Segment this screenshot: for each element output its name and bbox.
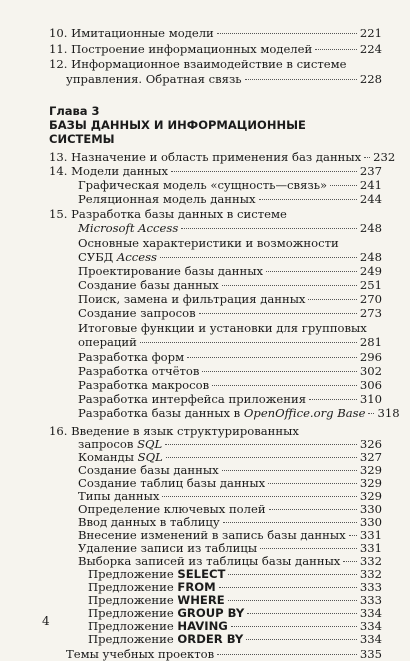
leader-dots — [171, 171, 357, 172]
text-part: Предложение — [88, 593, 178, 607]
leader-dots — [217, 33, 357, 34]
toc-entry-text: Microsoft Access — [78, 221, 179, 235]
leader-dots — [223, 522, 357, 523]
toc-entry-text: Внесение изменений в запись базы данных — [78, 528, 346, 542]
toc-page-number: 333 — [359, 593, 382, 607]
toc-entry-text — [78, 437, 162, 451]
toc-page-number: 306 — [359, 378, 382, 392]
leader-dots — [166, 457, 357, 458]
toc-entry-text — [78, 250, 157, 264]
toc-page-number: 329 — [359, 463, 382, 477]
toc-entry-create-db — [78, 278, 382, 292]
text-part: Команды — [78, 450, 138, 464]
toc-page-number: 326 — [359, 437, 382, 451]
toc-entry-text — [88, 593, 225, 607]
leader-dots — [330, 185, 357, 186]
toc-entry-15 — [78, 221, 382, 235]
leader-dots — [231, 626, 357, 627]
leader-dots — [269, 509, 357, 510]
toc-entry-text: Создание базы данных — [78, 278, 219, 292]
toc-entry-openoffice — [78, 406, 400, 420]
toc-entry-graph-model — [78, 178, 382, 192]
toc-page-number: 310 — [359, 392, 382, 406]
toc-page-number: 248 — [359, 221, 382, 235]
leader-dots — [308, 299, 356, 300]
sql-keyword: HAVING — [177, 619, 228, 633]
toc-entry-text: операций — [78, 335, 137, 349]
toc-entry-10 — [49, 26, 382, 40]
toc-entry-reports — [78, 364, 382, 378]
leader-dots — [202, 371, 356, 372]
leader-dots — [268, 483, 357, 484]
leader-dots — [160, 257, 357, 258]
page-number: 4 — [42, 614, 50, 628]
toc-entry-features — [78, 250, 382, 264]
toc-entry-select-records — [78, 554, 382, 568]
toc-entry-text: Разработка макросов — [78, 378, 210, 392]
toc-page-number: 329 — [359, 489, 382, 503]
toc-entry-text: 14. Модели данных — [49, 164, 169, 178]
toc-entry-15-line1: 15. Разработка базы данных в системе — [49, 207, 287, 221]
leader-dots — [222, 285, 357, 286]
toc-entry-text: Создание таблиц базы данных — [78, 476, 266, 490]
leader-dots — [309, 399, 357, 400]
text-part: СУБД — [78, 250, 117, 264]
toc-page-number: 273 — [359, 306, 382, 320]
leader-dots — [343, 561, 357, 562]
leader-dots — [217, 654, 357, 655]
toc-page-number: 330 — [359, 515, 382, 529]
text-part: Темы учебных проектов — [66, 647, 215, 661]
text-part-italic: Access — [116, 250, 158, 264]
toc-clause-from — [88, 580, 382, 594]
text-part-italic: SQL — [137, 450, 163, 464]
toc-page-number: 249 — [359, 264, 382, 278]
toc-page-number: 270 — [359, 292, 382, 306]
toc-clause-groupby — [88, 606, 382, 620]
toc-page-number: 334 — [359, 606, 382, 620]
toc-entry-text: Разработка отчётов — [78, 364, 200, 378]
toc-entry-text — [78, 450, 163, 464]
toc-entry-11 — [49, 42, 382, 56]
toc-page-number: 335 — [359, 647, 382, 661]
leader-dots — [187, 357, 357, 358]
sql-keyword: SELECT — [177, 567, 226, 581]
toc-entry-forms — [78, 350, 382, 364]
leader-dots — [181, 228, 357, 229]
toc-entry-keys — [78, 502, 382, 516]
toc-entry-13 — [49, 150, 396, 164]
toc-entry-text: Удаление записи из таблицы — [78, 541, 258, 555]
toc-entry-relational — [78, 192, 382, 206]
sql-keyword: WHERE — [177, 593, 225, 607]
text-part-italic: OpenOffice.org Base — [243, 406, 366, 420]
toc-entry-interface — [78, 392, 382, 406]
toc-entry-macros — [78, 378, 382, 392]
chapter-label: Глава 3 — [49, 104, 100, 118]
toc-page-number: 228 — [359, 72, 382, 86]
toc-entry-text: Проектирование базы данных — [78, 264, 264, 278]
toc-entry-14 — [49, 164, 382, 178]
toc-entry-data-types — [78, 489, 382, 503]
leader-dots — [259, 199, 357, 200]
toc-entry-features-line1: Основные характеристики и возможности — [78, 236, 339, 250]
leader-dots — [162, 496, 356, 497]
toc-page-number: 327 — [359, 450, 382, 464]
toc-entry-text: Графическая модель «сущность—связь» — [78, 178, 328, 192]
toc-page-number: 251 — [359, 278, 382, 292]
toc-entry-text: 13. Назначение и область применения баз данных — [49, 150, 362, 164]
toc-page-number: 248 — [359, 250, 382, 264]
toc-page-number: 334 — [359, 632, 382, 646]
chapter-title-line2: СИСТЕМЫ — [49, 132, 115, 146]
toc-page-number: 332 — [359, 554, 382, 568]
leader-dots — [199, 313, 357, 314]
leader-dots — [349, 535, 357, 536]
toc-page-number: 221 — [359, 26, 382, 40]
toc-entry-text: Типы данных — [78, 489, 160, 503]
toc-entry-text: Создание базы данных — [78, 463, 219, 477]
toc-page-number: 334 — [359, 619, 382, 633]
text-part: Предложение — [88, 567, 178, 581]
leader-dots — [260, 548, 357, 549]
toc-entry-text — [88, 632, 243, 646]
toc-entry-input — [78, 515, 382, 529]
toc-entry-sql-create-db — [78, 463, 382, 477]
toc-entry-text: Разработка форм — [78, 350, 185, 364]
sql-keyword: FROM — [177, 580, 216, 594]
toc-clause-select — [88, 567, 382, 581]
leader-dots — [247, 613, 357, 614]
toc-entry-totals-line1: Итоговые функции и установки для групповых — [78, 321, 367, 335]
toc-entry-text: Разработка интерфейса приложения — [78, 392, 307, 406]
text-part-italic: SQL — [137, 437, 163, 451]
toc-entry-text: 11. Построение информационных моделей — [49, 42, 313, 56]
toc-entry-delete — [78, 541, 382, 555]
leader-dots — [266, 271, 357, 272]
toc-entry-text — [88, 619, 228, 633]
toc-page-number: 241 — [359, 178, 382, 192]
toc-entry-text: Определение ключевых полей — [78, 502, 266, 516]
toc-entry-16 — [78, 437, 382, 451]
toc-page-number: 281 — [359, 335, 382, 349]
toc-entry-text: Реляционная модель данных — [78, 192, 256, 206]
leader-dots — [246, 639, 357, 640]
toc-page-number: 244 — [359, 192, 382, 206]
toc-entry-text: управления. Обратная связь — [66, 72, 242, 86]
toc-clause-where — [88, 593, 382, 607]
text-part: Предложение — [88, 632, 178, 646]
toc-entry-text: 10. Имитационные модели — [49, 26, 214, 40]
toc-entry-text — [66, 647, 214, 661]
leader-dots — [219, 587, 357, 588]
toc-entry-sql-commands — [78, 450, 382, 464]
leader-dots — [212, 385, 357, 386]
toc-page-number: 333 — [359, 580, 382, 594]
toc-page-number: 224 — [359, 42, 382, 56]
leader-dots — [364, 157, 370, 158]
leader-dots — [222, 470, 357, 471]
leader-dots — [165, 444, 357, 445]
sql-keyword: GROUP BY — [177, 606, 245, 620]
toc-clause-orderby — [88, 632, 382, 646]
toc-page-number: 329 — [359, 476, 382, 490]
toc-entry-12 — [66, 72, 382, 86]
toc-entry-sql-create-tables — [78, 476, 382, 490]
toc-page-number: 302 — [359, 364, 382, 378]
chapter-title-line1: БАЗЫ ДАННЫХ И ИНФОРМАЦИОННЫЕ — [49, 118, 306, 132]
toc-page-number: 332 — [359, 567, 382, 581]
toc-entry-update — [78, 528, 382, 542]
leader-dots — [245, 79, 357, 80]
toc-entry-text — [88, 580, 216, 594]
text-part: Предложение — [88, 606, 178, 620]
toc-entry-text: Создание запросов — [78, 306, 196, 320]
text-part: Разработка базы данных в — [78, 406, 244, 420]
toc-entry-text: Ввод данных в таблицу — [78, 515, 220, 529]
leader-dots — [228, 600, 357, 601]
toc-page-number: 331 — [359, 541, 382, 555]
toc-entry-projects — [66, 647, 382, 661]
toc-entry-search — [78, 292, 382, 306]
toc-entry-text — [88, 567, 225, 581]
toc-clause-having — [88, 619, 382, 633]
toc-entry-text: Выборка записей из таблицы базы данных — [78, 554, 341, 568]
toc-entry-totals — [78, 335, 382, 349]
toc-entry-queries — [78, 306, 382, 320]
leader-dots — [315, 49, 357, 50]
toc-entry-12-line1: 12. Информационное взаимодействие в системе — [49, 57, 347, 71]
text-part: запросов — [78, 437, 138, 451]
toc-entry-text — [88, 606, 244, 620]
toc-page-number: 232 — [373, 150, 396, 164]
toc-entry-design — [78, 264, 382, 278]
leader-dots — [368, 413, 374, 414]
toc-page-number: 296 — [359, 350, 382, 364]
toc-entry-16-line1: 16. Введение в язык структурированных — [49, 424, 299, 438]
leader-dots — [140, 342, 357, 343]
text-part: Предложение — [88, 619, 178, 633]
leader-dots — [228, 574, 356, 575]
toc-page-number: 318 — [377, 406, 400, 420]
toc-page-number: 330 — [359, 502, 382, 516]
toc-entry-text: Поиск, замена и фильтрация данных — [78, 292, 306, 306]
toc-page-number: 237 — [359, 164, 382, 178]
text-part: Предложение — [88, 580, 178, 594]
sql-keyword: ORDER BY — [177, 632, 244, 646]
toc-entry-text — [78, 406, 365, 420]
toc-page-number: 331 — [359, 528, 382, 542]
